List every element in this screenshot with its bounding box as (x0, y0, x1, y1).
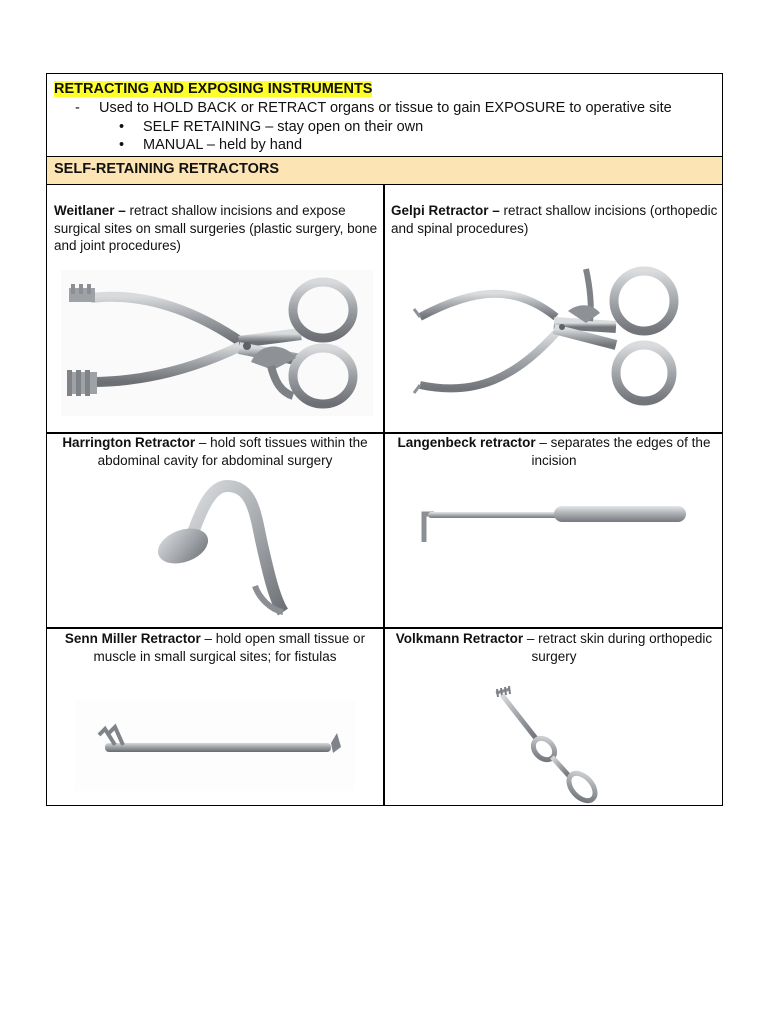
page-title: RETRACTING AND EXPOSING INSTRUMENTS (54, 81, 373, 97)
senn-miller-retractor-image (75, 699, 355, 791)
instrument-cell-gelpi (384, 185, 724, 432)
instrument-description (51, 630, 379, 665)
bullet-text: SELF RETAINING – stay open on their own (143, 119, 424, 135)
page-title-line (54, 81, 372, 97)
bullet-item (119, 119, 423, 135)
langenbeck-retractor-image (414, 498, 694, 558)
instrument-text: – separates the edges of the incision (531, 435, 711, 468)
instrument-description (54, 202, 382, 255)
instrument-text: – hold soft tissues within the abdominal cavity for abdominal surgery (97, 435, 368, 468)
volkmann-retractor-image (486, 685, 616, 805)
dash-marker: - (75, 100, 80, 116)
harrington-retractor-image (151, 480, 301, 620)
instrument-cell-volkmann (384, 629, 724, 805)
instrument-name: Harrington Retractor (62, 435, 196, 450)
instrument-cell-harrington (47, 434, 383, 627)
instrument-name: Senn Miller Retractor (64, 631, 201, 646)
bullet-item (119, 137, 302, 153)
instrument-text: – hold open small tissue or muscle in small surgical sites; for fistulas (93, 631, 366, 664)
section-heading: SELF-RETAINING RETRACTORS (47, 157, 722, 185)
instrument-grid (47, 185, 722, 805)
weitlaner-retractor-image (61, 270, 373, 416)
instrument-text: retract shallow incisions (orthopedic and spinal procedures) (391, 203, 718, 236)
instrument-name: Weitlaner – (54, 203, 126, 218)
instrument-description (51, 434, 379, 469)
instrument-cell-senn-miller (47, 629, 383, 805)
gelpi-retractor-image (406, 257, 696, 417)
instrument-text: – retract skin during orthopedic surgery (523, 631, 713, 664)
instrument-description (388, 434, 720, 469)
bullet-text: MANUAL – held by hand (143, 137, 303, 153)
instrument-table (46, 73, 723, 806)
intro-line (75, 100, 672, 116)
bullet-icon: • (119, 119, 125, 135)
instrument-cell-weitlaner (47, 185, 383, 432)
instrument-text: retract shallow incisions and expose surgical sites on small surgeries (plastic surgery, bone and joint procedures) (54, 203, 378, 253)
instrument-name: Gelpi Retractor – (391, 203, 500, 218)
bullet-icon: • (119, 137, 125, 153)
instrument-name: Langenbeck retractor (397, 435, 536, 450)
instrument-description (391, 202, 719, 237)
header-cell (47, 74, 722, 157)
instrument-cell-langenbeck (384, 434, 724, 627)
intro-text: Used to HOLD BACK or RETRACT organs or tissue to gain EXPOSURE to operative site (99, 100, 672, 116)
instrument-name: Volkmann Retractor (395, 631, 524, 646)
instrument-description (388, 630, 720, 665)
